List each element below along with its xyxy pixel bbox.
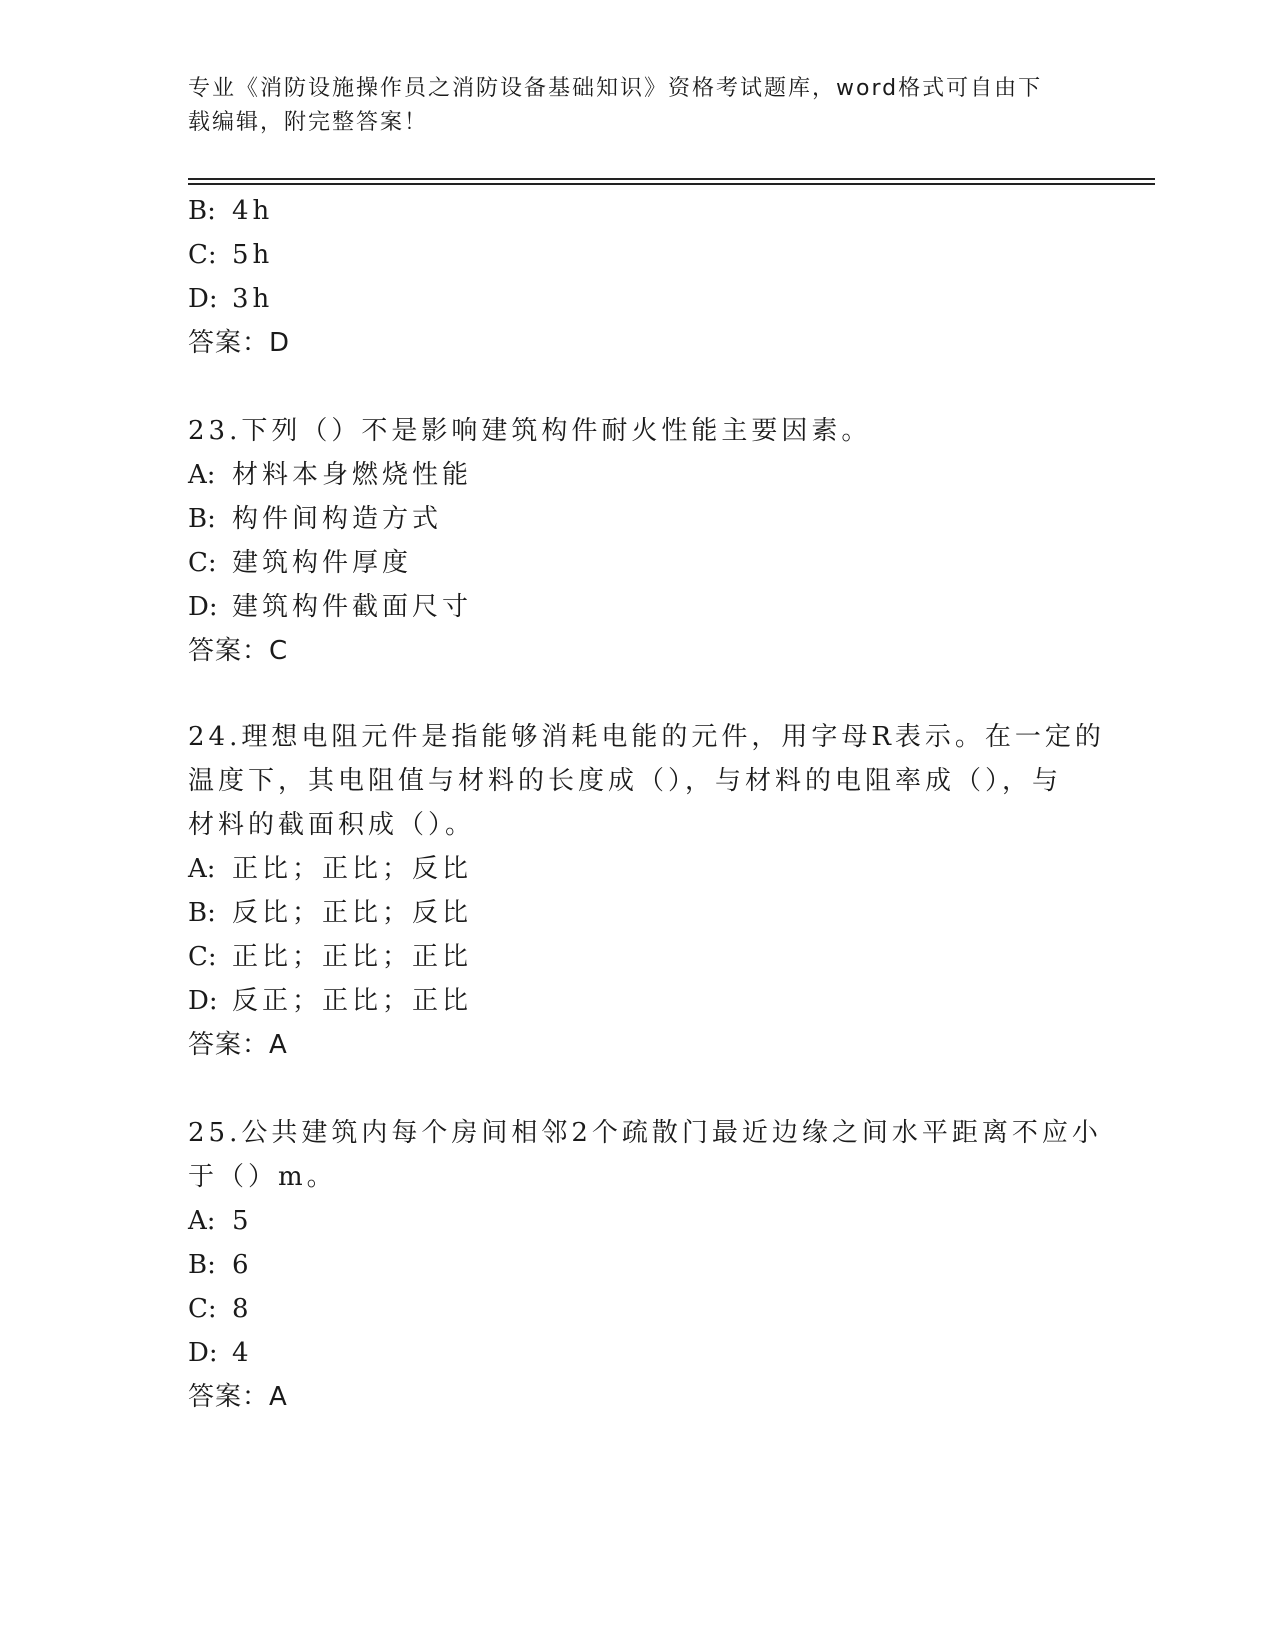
option-text: 8 bbox=[232, 1294, 253, 1324]
q25-stem-line-1: 25.公共建筑内每个房间相邻2个疏散门最近边缘之间水平距离不应小 bbox=[188, 1118, 1102, 1148]
option-text: 6 bbox=[232, 1250, 253, 1280]
option-text: 反比；正比；反比 bbox=[232, 898, 473, 928]
option-text: 材料本身燃烧性能 bbox=[232, 460, 473, 490]
option-letter: C: bbox=[188, 942, 217, 972]
q25-option-a bbox=[188, 1198, 253, 1244]
q23-option-c bbox=[188, 540, 412, 586]
option-text: 4 bbox=[232, 1338, 253, 1368]
option-letter: B: bbox=[188, 504, 216, 534]
option-text: 4h bbox=[232, 196, 274, 226]
q25-option-d bbox=[188, 1330, 253, 1376]
option-letter: B: bbox=[188, 1250, 216, 1280]
q23-option-d bbox=[188, 584, 472, 630]
option-letter: D: bbox=[188, 986, 218, 1016]
q23-stem: 23.下列（）不是影响建筑构件耐火性能主要因素。 bbox=[188, 416, 872, 446]
q22-answer: 答案：D bbox=[188, 328, 291, 358]
q24-option-a bbox=[188, 846, 472, 892]
q24-option-b bbox=[188, 890, 472, 936]
q25-option-c bbox=[188, 1286, 253, 1332]
option-letter: C: bbox=[188, 548, 217, 578]
q24-stem-line-2: 温度下，其电阻值与材料的长度成（），与材料的电阻率成（），与 bbox=[188, 766, 1063, 796]
q25-stem-line-2: 于（）m。 bbox=[188, 1162, 337, 1192]
option-text: 构件间构造方式 bbox=[232, 504, 443, 534]
q25-answer: 答案：A bbox=[188, 1382, 288, 1412]
q24-answer: 答案：A bbox=[188, 1030, 288, 1060]
option-text: 5 bbox=[232, 1206, 253, 1236]
q24-stem-line-1: 24.理想电阻元件是指能够消耗电能的元件，用字母R表示。在一定的 bbox=[188, 722, 1105, 752]
q23-option-a bbox=[188, 452, 472, 498]
option-text: 3h bbox=[232, 284, 274, 314]
option-text: 反正；正比；正比 bbox=[232, 986, 473, 1016]
option-letter: B: bbox=[188, 898, 216, 928]
header-divider-top bbox=[188, 178, 1155, 180]
option-letter: A: bbox=[188, 1206, 216, 1236]
option-text: 建筑构件厚度 bbox=[232, 548, 413, 578]
q22-option-c bbox=[188, 232, 273, 278]
header-divider-bottom bbox=[188, 183, 1155, 185]
q24-stem-line-3: 材料的截面积成（）。 bbox=[188, 810, 476, 840]
option-letter: A: bbox=[188, 460, 216, 490]
document-header bbox=[188, 72, 1088, 140]
option-letter: A: bbox=[188, 854, 216, 884]
option-text: 正比；正比；正比 bbox=[232, 942, 473, 972]
option-text: 5h bbox=[232, 240, 274, 270]
option-letter: D: bbox=[188, 284, 218, 314]
option-text: 建筑构件截面尺寸 bbox=[232, 592, 473, 622]
option-letter: D: bbox=[188, 592, 218, 622]
header-line-1: 专业《消防设施操作员之消防设备基础知识》资格考试题库，word格式可自由下 bbox=[188, 76, 1043, 101]
header-line-2: 载编辑，附完整答案！ bbox=[188, 110, 429, 135]
option-letter: D: bbox=[188, 1338, 218, 1368]
q24-option-d bbox=[188, 978, 472, 1024]
q24-option-c bbox=[188, 934, 472, 980]
q23-answer: 答案：C bbox=[188, 636, 289, 666]
option-letter: B: bbox=[188, 196, 216, 226]
option-text: 正比；正比；反比 bbox=[232, 854, 473, 884]
option-letter: C: bbox=[188, 240, 217, 270]
q23-option-b bbox=[188, 496, 442, 542]
q22-option-d bbox=[188, 276, 273, 322]
option-letter: C: bbox=[188, 1294, 217, 1324]
q22-option-b bbox=[188, 188, 273, 234]
q25-option-b bbox=[188, 1242, 253, 1288]
